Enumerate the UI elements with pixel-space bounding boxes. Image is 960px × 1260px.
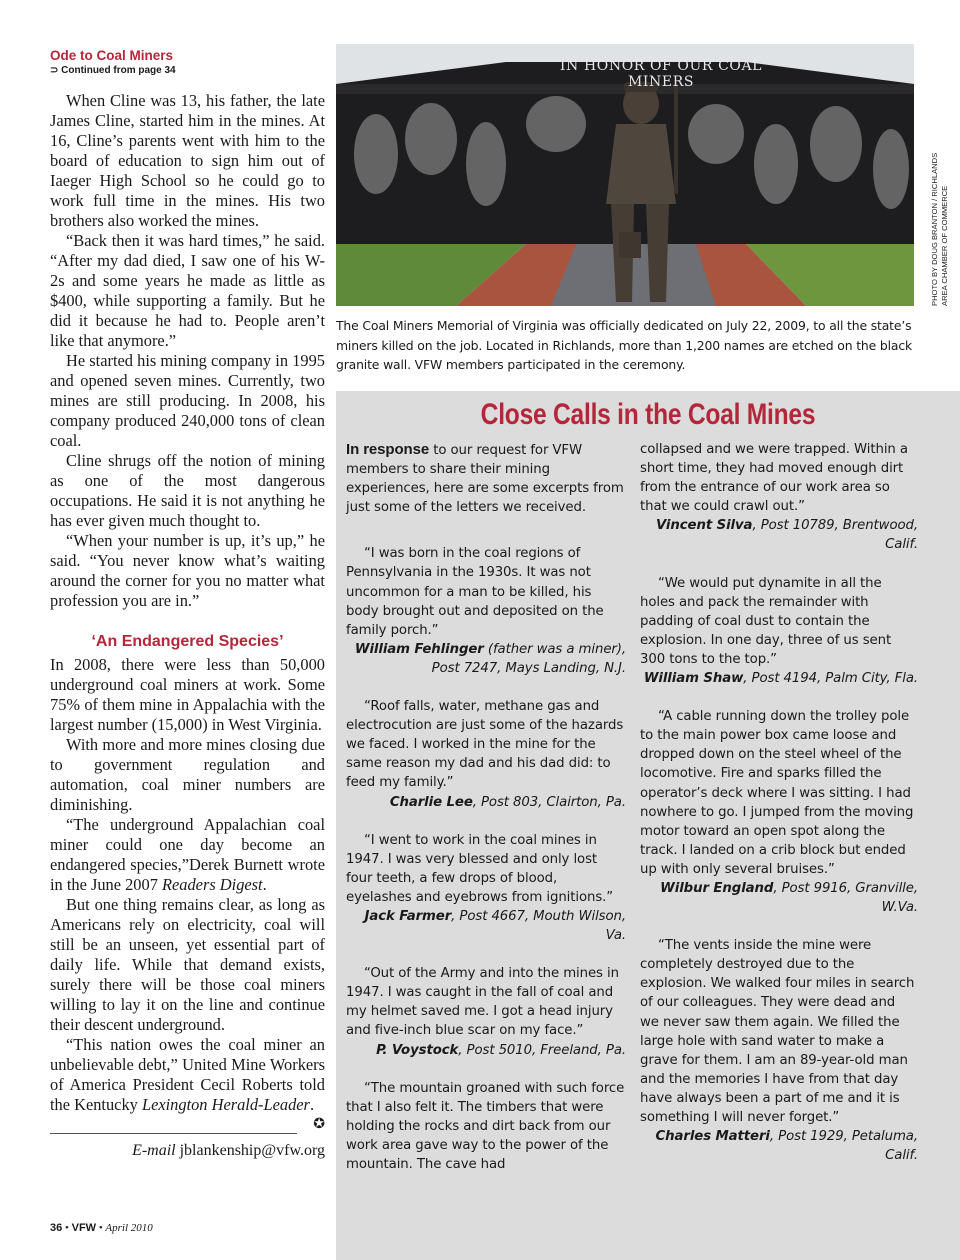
email-label: E-mail: [132, 1142, 176, 1159]
body-paragraph: With more and more mines closing due to government regulation and automation, coal miner numbers are diminishing.: [50, 735, 325, 814]
letter-signature: [640, 1127, 918, 1165]
sidebar-title: Close Calls in the Coal Mines: [480, 398, 816, 431]
letter-text: “Roof falls, water, methane gas and electrocution are just some of the hazards we faced. I worked in the mine for the same reason my dad and his dad did: to feed my family.”: [346, 699, 624, 791]
letter-affiliation: (father was a miner), Post 7247, Mays Landing, N.J.: [431, 641, 626, 676]
letter-signature: [346, 793, 626, 812]
photo-credit: [918, 44, 949, 306]
body-text: .: [262, 875, 267, 894]
publication-name: Readers Digest: [162, 875, 263, 894]
subhead: ‘An Endangered Species’: [91, 633, 284, 650]
body-paragraph: He started his mining company in 1995 and opened seven mines. Currently, two mines are still producing. In 2008, his company produced 240,000 tons of clean coal.: [50, 351, 325, 450]
letter-text: “I was born in the coal regions of Pennsylvania in the 1930s. It was not uncommon for a man to be killed, his body brought out and deposited on the family porch.”: [346, 546, 604, 638]
sidebar-intro: [346, 440, 626, 517]
body-paragraph: In 2008, there were less than 50,000 underground coal miners at work. Some 75% of them mine in Appalachia with the largest number (15,000) in West Virginia.: [50, 655, 325, 734]
body-paragraph: When Cline was 13, his father, the late James Cline, started him in the mines. At 16, Cline’s parents went with him to the board of education to sign him out of Iaeger High School so he could go to work full time in the mines. His two brothers also worked the mines.: [50, 91, 325, 230]
sidebar-column-1: [346, 440, 626, 1174]
letter-affiliation: , Post 803, Clairton, Pa.: [472, 794, 626, 810]
letter-text: “The mountain groaned with such force that I also felt it. The timbers that were holding the rocks and dirt back from our work area gave way to the power of the mountain. The cave had: [346, 1080, 625, 1172]
letter-author: William Fehlinger: [354, 641, 484, 657]
body-paragraph: Cline shrugs off the notion of mining as one of the most dangerous occupations. He said it is not anything he has ever given much thought to.: [50, 451, 325, 530]
letter-affiliation: , Post 1929, Petaluma, Calif.: [769, 1129, 918, 1164]
letter-affiliation: , Post 4194, Palm City, Fla.: [743, 671, 918, 687]
memorial-photo: [336, 44, 914, 306]
intro-lead: In response: [346, 441, 430, 458]
body-text: .: [309, 1095, 315, 1114]
body-paragraph: [50, 1035, 325, 1132]
letter-signature: [640, 669, 918, 688]
wall-inscription: IN HONOR OF OUR COAL MINERS: [559, 58, 763, 90]
continued-note: ⊃ Continued from page 34: [50, 65, 176, 76]
author-email: [50, 1142, 325, 1160]
letter-author: Charles Matteri: [655, 1129, 770, 1145]
email-address[interactable]: jblankenship@vfw.org: [179, 1142, 325, 1159]
intro-text: to our request for VFW members to share their mining experiences, here are some excerpts from just some of the letters we received.: [346, 443, 624, 516]
letter-affiliation: , Post 4667, Mouth Wilson, Va.: [451, 908, 626, 944]
letter-text: “The vents inside the mine were completely destroyed due to the explosion. We walked four miles in search of our colleagues. They were dead and we never saw them again. We filled the large hole with sand water to make a grave for them. I am an 89-year-old man and the memories I have from that day have always been a part of me and it is something I will never forget.”: [640, 938, 915, 1125]
letter-text: “A cable running down the trolley pole to the main power box came loose and dropped down on the steel wheel of the locomotive. Fire and sparks filled the operator’s deck where I was sitting. I had nowhere to go. I jumped from the moving motor toward an open spot along the track. I landed on a crib block but ended up with only several bruises.”: [640, 709, 914, 877]
body-text: “The underground Appalachian coal miner could one day become an endangered species,”Derek Burnett wrote in the June 2007: [50, 815, 325, 894]
body-text: “This nation owes the coal miner an unbelievable debt,” United Mine Workers of America President Cecil Roberts told the Kentucky: [50, 1035, 325, 1114]
letter-author: Vincent Silva: [655, 518, 753, 534]
letter-author: Wilbur England: [660, 880, 774, 896]
body-paragraph: But one thing remains clear, as long as Americans rely on electricity, coal will still be an unseen, yet essential part of daily life. While that demand exists, surely there will be those coal miners willing to lay it on the line and continue their descent underground.: [50, 895, 325, 1034]
left-column: [50, 48, 325, 1160]
letter-text: “I went to work in the coal mines in 1947. I was very blessed and only lost four teeth, a few drops of blood, eyelashes and eyebrows from ignitions.”: [346, 832, 614, 905]
footer-separator: •: [65, 1222, 72, 1234]
photo-credit-line: AREA CHAMBER OF COMMERCE: [940, 185, 949, 306]
letter-text: “Out of the Army and into the mines in 1947. I was caught in the fall of coal and my helmet saved me. I got a head injury and five-inch blue scar on my face.”: [346, 966, 619, 1039]
body-paragraph: “When your number is up, it’s up,” he said. “You never know what’s waiting around the corner for you no matter what profession you are in.”: [50, 531, 325, 610]
photo-credit-line: PHOTO BY DOUG BRANTON / RICHLANDS: [930, 152, 939, 306]
letter-author: P. Voystock: [376, 1042, 459, 1058]
publication-name: Lexington Herald-Leader: [141, 1095, 310, 1114]
magazine-name: VFW: [71, 1222, 97, 1234]
letter-affiliation: , Post 9916, Granville, W.Va.: [773, 880, 918, 916]
body-paragraph: “Back then it was hard times,” he said. “After my dad died, I saw one of his W-2s and some years he made as little as $400, while supporting a family. But he did it because he had to. People aren’t like that anymore.”: [50, 231, 325, 350]
issue-date: April 2010: [105, 1222, 153, 1234]
letter-signature: [346, 1041, 626, 1060]
section-kicker: Ode to Coal Miners: [50, 48, 174, 63]
letter-signature: [346, 640, 626, 678]
letter-affiliation: , Post 5010, Freeland, Pa.: [458, 1042, 626, 1058]
letter-author: Jack Farmer: [364, 908, 452, 924]
letter-signature: [640, 879, 918, 917]
letter-author: Charlie Lee: [389, 794, 473, 810]
letter-text: “We would put dynamite in all the holes and pack the remainder with padding of coal dust to contain the explosion. In one day, three of us sent 300 tons to the top.”: [640, 575, 892, 667]
letter-signature: [640, 516, 918, 554]
letter-affiliation: , Post 10789, Brentwood, Calif.: [752, 518, 918, 553]
photo-caption: The Coal Miners Memorial of Virginia was officially dedicated on July 22, 2009, to all the state’s miners killed on the job. Located in Richlands, more than 1,200 names are etched on the black granite wall. VFW members participated in the ceremony.: [336, 318, 913, 372]
page-number: 36: [50, 1222, 63, 1234]
letter-text: collapsed and we were trapped. Within a short time, they had moved enough dirt from the entrance of our work area so that we could crawl out.”: [640, 442, 908, 515]
page-footer: [50, 1222, 153, 1234]
body-paragraph: [50, 815, 325, 895]
divider: [50, 1133, 297, 1134]
sidebar-column-2: [640, 440, 918, 1184]
end-mark-icon: ✪: [313, 1117, 325, 1132]
letter-signature: [346, 907, 626, 945]
letter-author: William Shaw: [643, 671, 744, 687]
footer-separator: •: [98, 1222, 106, 1234]
